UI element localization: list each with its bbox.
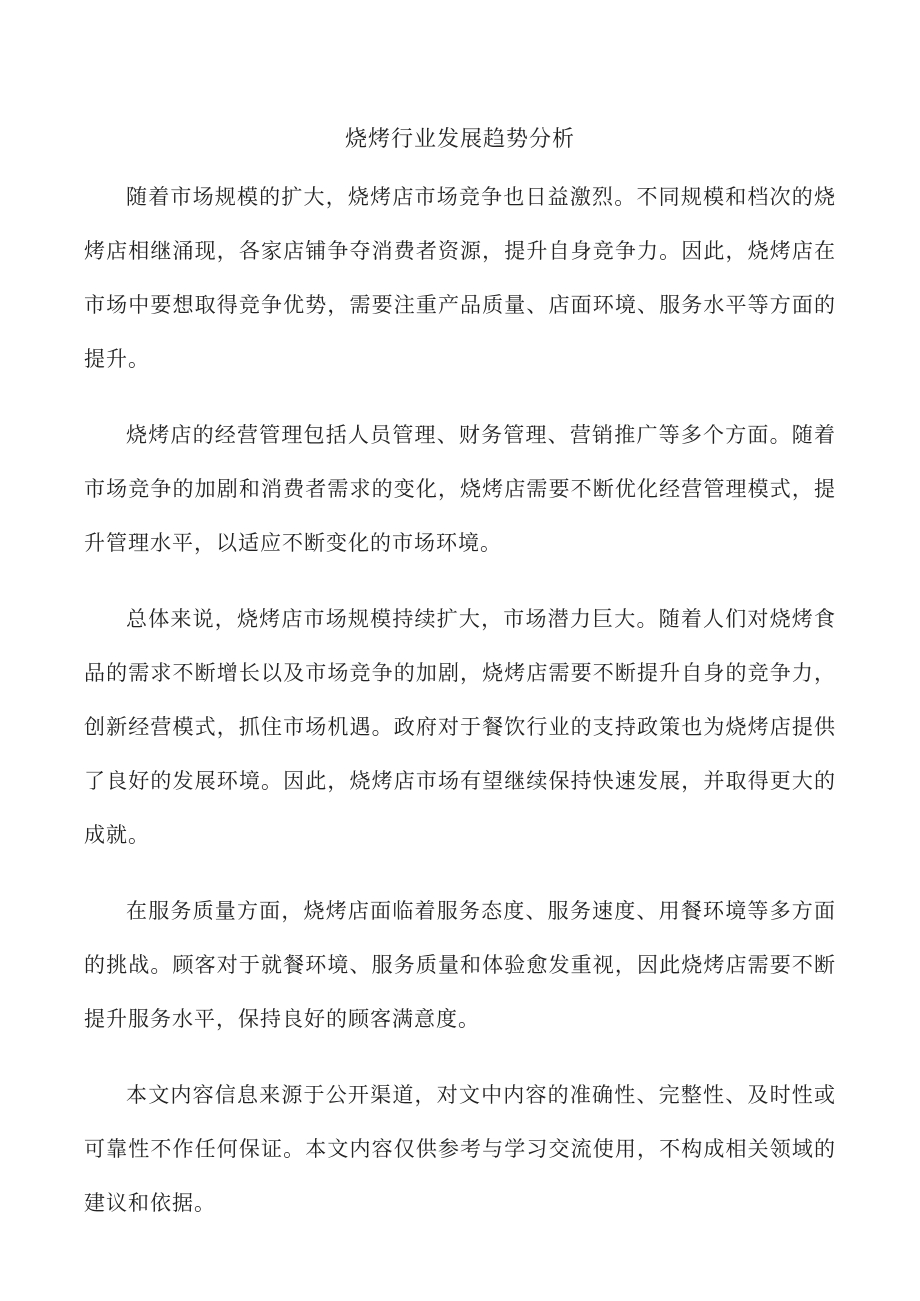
document-title: 烧烤行业发展趋势分析: [344, 127, 575, 152]
paragraph-overall-outlook: 总体来说，烧烤店市场规模持续扩大，市场潜力巨大。随着人们对烧烤食品的需求不断增长以及市场竞争的加剧，烧烤店需要不断提升自身的竞争力，创新经营模式，抓住市场机遇。政府对于餐饮行业的支持政策也为烧烤店提供了良好的发展环境。因此，烧烤店市场有望继续保持快速发展，并取得更大的成就。: [84, 607, 836, 847]
paragraph-market-competition: 随着市场规模的扩大，烧烤店市场竞争也日益激烈。不同规模和档次的烧烤店相继涌现，各家店铺争夺消费者资源，提升自身竞争力。因此，烧烤店在市场中要想取得竞争优势，需要注重产品质量、店面环境、服务水平等方面的提升。: [84, 185, 836, 371]
paragraph-service-quality: 在服务质量方面，烧烤店面临着服务态度、服务速度、用餐环境等多方面的挑战。顾客对于就餐环境、服务质量和体验愈发重视，因此烧烤店需要不断提升服务水平，保持良好的顾客满意度。: [84, 899, 836, 1031]
paragraph-operations-management: 烧烤店的经营管理包括人员管理、财务管理、营销推广等多个方面。随着市场竞争的加剧和消费者需求的变化，烧烤店需要不断优化经营管理模式，提升管理水平，以适应不断变化的市场环境。: [84, 423, 836, 555]
paragraph-disclaimer: 本文内容信息来源于公开渠道，对文中内容的准确性、完整性、及时性或可靠性不作任何保证。本文内容仅供参考与学习交流使用，不构成相关领域的建议和依据。: [84, 1083, 836, 1215]
document-body: [84, 170, 836, 1252]
